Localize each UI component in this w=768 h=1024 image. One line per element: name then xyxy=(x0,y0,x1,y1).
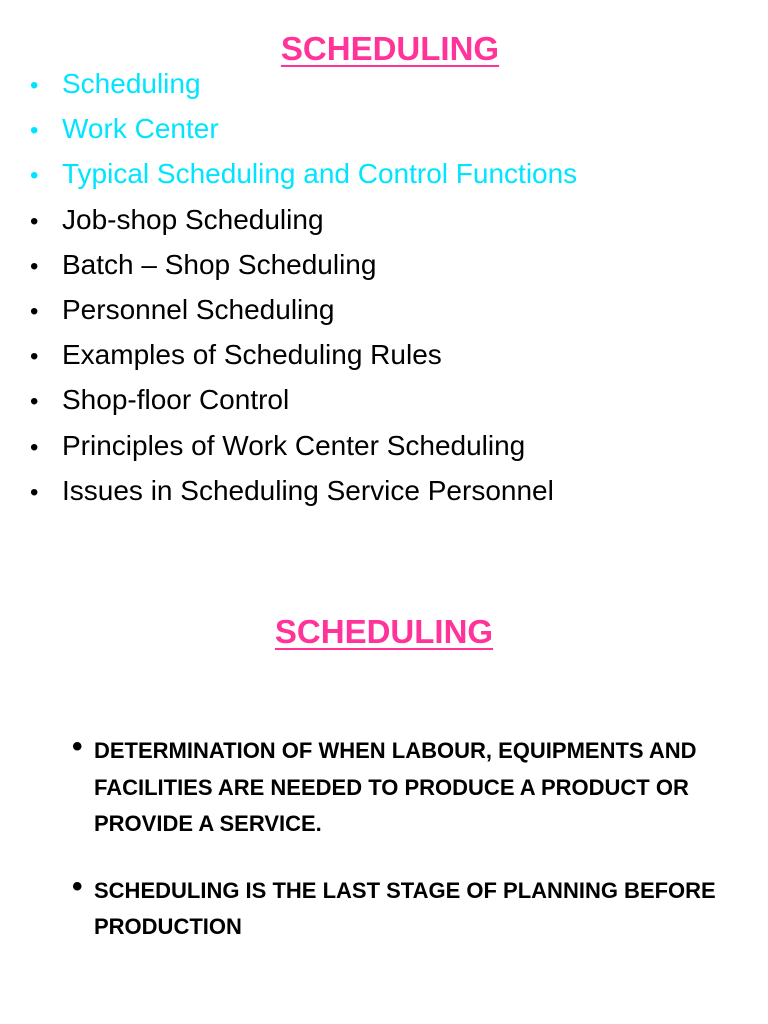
bullet-icon: • xyxy=(30,207,39,235)
bullet-icon: • xyxy=(30,252,39,280)
bullet-icon: • xyxy=(30,162,39,190)
definition-point xyxy=(72,869,732,946)
definition-point-text: SCHEDULING IS THE LAST STAGE OF PLANNING BEFORE PRODUCTION xyxy=(94,877,716,939)
definition-title: SCHEDULING xyxy=(274,613,494,650)
bullet-icon: • xyxy=(30,478,39,506)
bullet-icon: • xyxy=(72,869,83,903)
outline-item[interactable] xyxy=(30,66,577,111)
bullet-icon: • xyxy=(72,730,83,763)
outline-item-label: Issues in Scheduling Service Personnel xyxy=(62,474,554,506)
outline-item xyxy=(30,428,577,473)
outline-item-label: Examples of Scheduling Rules xyxy=(62,339,442,371)
bullet-icon: • xyxy=(30,297,39,325)
bullet-icon: • xyxy=(30,72,39,99)
outline-item xyxy=(30,247,577,292)
bullet-icon: • xyxy=(30,343,39,371)
outline-item-label: Job-shop Scheduling xyxy=(62,203,324,235)
bullet-icon: • xyxy=(30,433,39,461)
outline-item xyxy=(30,337,577,382)
outline-item-label: Personnel Scheduling xyxy=(62,293,335,325)
outline-item xyxy=(30,202,577,247)
outline-item xyxy=(30,473,577,518)
outline-title: SCHEDULING xyxy=(280,30,500,67)
bullet-icon: • xyxy=(30,117,39,145)
bullet-icon: • xyxy=(30,388,39,416)
outline-item-label: Work Center xyxy=(62,113,219,145)
outline-item-label: Typical Scheduling and Control Functions xyxy=(62,158,578,190)
outline-item xyxy=(30,292,577,337)
outline-item-label: Principles of Work Center Scheduling xyxy=(62,429,526,461)
definition-point xyxy=(72,730,732,843)
outline-item xyxy=(30,382,577,427)
outline-item-label: Scheduling xyxy=(62,68,201,99)
outline-list xyxy=(30,66,577,518)
outline-item-label: Shop-floor Control xyxy=(62,384,290,416)
outline-item[interactable] xyxy=(30,111,577,156)
definition-point-text: DETERMINATION OF WHEN LABOUR, EQUIPMENTS AND FACILITIES ARE NEEDED TO PRODUCE A PRODUCT OR PROVIDE A SERVICE. xyxy=(94,738,697,836)
definition-list xyxy=(72,730,732,946)
outline-item-label: Batch – Shop Scheduling xyxy=(62,248,377,280)
outline-item[interactable] xyxy=(30,156,577,201)
